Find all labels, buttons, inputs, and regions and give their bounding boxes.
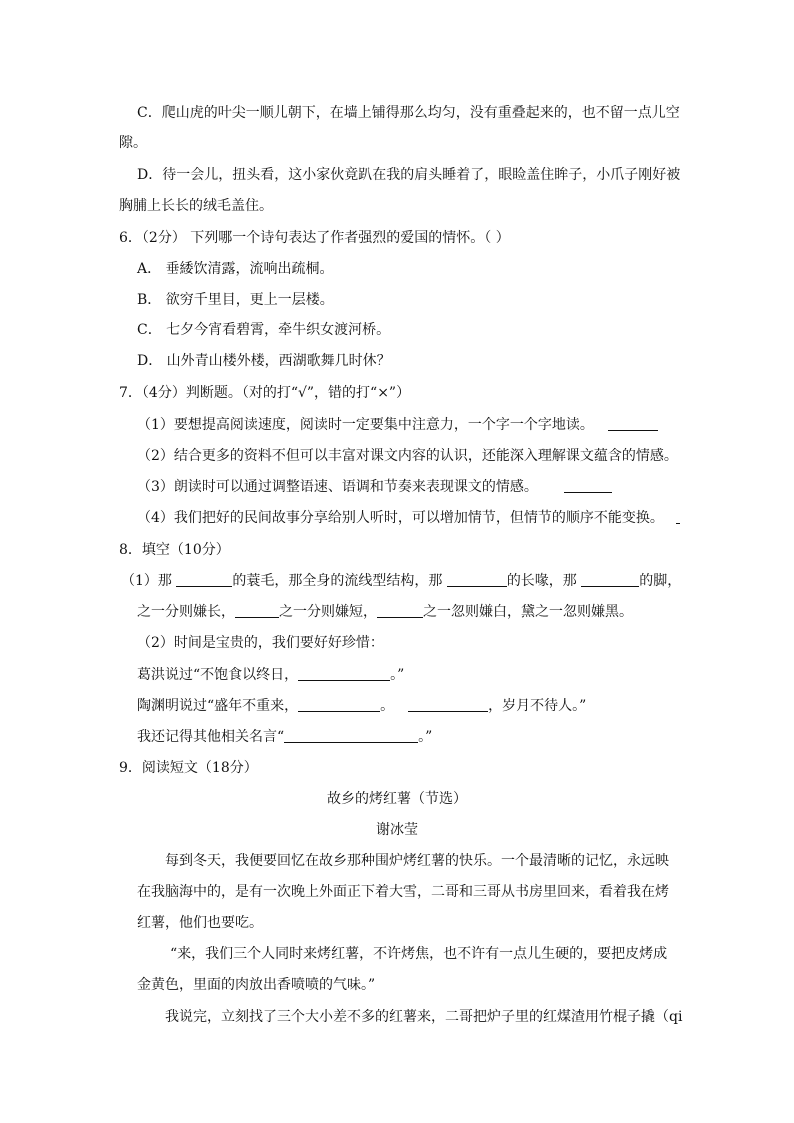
q6-option-d: D． 山外青山楼外楼，西湖歌舞几时休？ xyxy=(137,353,391,369)
q7-statement-4: （4）我们把好的民间故事分享给别人听时，可以增加情节，但情节的顺序不能变换。 xyxy=(137,508,680,528)
q7-statement-1: （1）要想提高阅读速度，阅读时一定要集中注意力，一个字一个字地读。 xyxy=(137,415,658,435)
q8-blank-2[interactable] xyxy=(447,572,507,587)
q8-blank-7[interactable] xyxy=(298,697,380,712)
q9-stem: 9．阅读短文（18分） xyxy=(119,760,258,776)
q8-blank-3[interactable] xyxy=(581,572,639,587)
q8-blank-6[interactable] xyxy=(298,666,390,681)
q5-option-c-line1: C．爬山虎的叶尖一顺儿朝下，在墙上铺得那么均匀，没有重叠起来的，也不留一点儿空 xyxy=(137,105,680,121)
q7-stem: 7．（4分）判断题。（对的打“√”，错的打“×”） xyxy=(119,385,411,401)
passage-author: 谢冰莹 xyxy=(376,822,418,838)
q8-stem: 8．填空（10分） xyxy=(119,542,230,558)
q8-blank-5[interactable] xyxy=(377,603,423,618)
q6-option-c: C． 七夕今宵看碧霄，牵牛织女渡河桥。 xyxy=(137,322,391,338)
q7-answer-blank-3[interactable] xyxy=(564,478,612,493)
passage-line-5: 金黄色，里面的肉放出香喷喷的气味。” xyxy=(137,977,376,993)
q8-line-6: 我还记得其他相关名言“ 。” xyxy=(137,729,433,745)
q8-blank-1[interactable] xyxy=(176,572,232,587)
q7-statement-2: （2）结合更多的资料不但可以丰富对课文内容的认识，还能深入理解课文蕴含的情感。 xyxy=(137,448,678,464)
q8-blank-9[interactable] xyxy=(284,728,418,743)
q6-stem: 6．（2分） 下列哪一个诗句表达了作者强烈的爱国的情怀。（ ） xyxy=(119,230,510,246)
q8-line-2: 之一分则嫌长， 之一分则嫌短， 之一忽则嫌白，黛之一忽则嫌黑。 xyxy=(137,604,633,620)
q5-option-d-line2: 胸脯上长长的绒毛盖住。 xyxy=(119,198,273,214)
passage-line-2: 在我脑海中的，是有一次晚上外面正下着大雪，二哥和三哥从书房里回来，看着我在烤 xyxy=(137,884,669,900)
q6-option-b: B． 欲穷千里目，更上一层楼。 xyxy=(137,292,334,308)
passage-line-1: 每到冬天，我便要回忆在故乡那种围炉烤红薯的快乐。一个最清晰的记忆，永远映 xyxy=(165,853,669,869)
q8-line-5: 陶渊明说过“盛年不重来， 。 ，岁月不待人。” xyxy=(137,698,587,714)
q5-option-c-line2: 隙。 xyxy=(119,135,147,151)
q8-line-4: 葛洪说过“不饱食以终日， 。” xyxy=(137,667,405,683)
passage-line-4: “来，我们三个人同时来烤红薯，不许烤焦，也不许有一点儿生硬的，要把皮烤成 xyxy=(170,946,668,962)
q8-blank-8[interactable] xyxy=(408,697,488,712)
passage-title: 故乡的烤红薯（节选） xyxy=(327,791,467,807)
q8-line-1: （1）那 的蓑毛，那全身的流线型结构，那 的长喙，那 的脚， xyxy=(121,573,682,589)
q5-option-d-line1: D．待一会儿，扭头看，这小家伙竟趴在我的肩头睡着了，眼睑盖住眸子，小爪子刚好被 xyxy=(137,167,681,183)
q8-blank-4[interactable] xyxy=(235,603,279,618)
passage-line-3: 红薯，他们也要吃。 xyxy=(137,915,263,931)
q6-option-a: A． 垂緌饮清露，流响出疏桐。 xyxy=(137,261,334,277)
q7-answer-blank-4[interactable] xyxy=(676,509,680,524)
q8-line-3: （2）时间是宝贵的，我们要好好珍惜： xyxy=(137,635,384,651)
q7-statement-3: （3）朗读时可以通过调整语速、语调和节奏来表现课文的情感。 xyxy=(137,477,612,497)
passage-line-6: 我说完，立刻找了三个大小差不多的红薯来，二哥把炉子里的红煤渣用竹棍子撬（qi xyxy=(165,1009,683,1025)
q7-answer-blank-1[interactable] xyxy=(608,416,658,431)
